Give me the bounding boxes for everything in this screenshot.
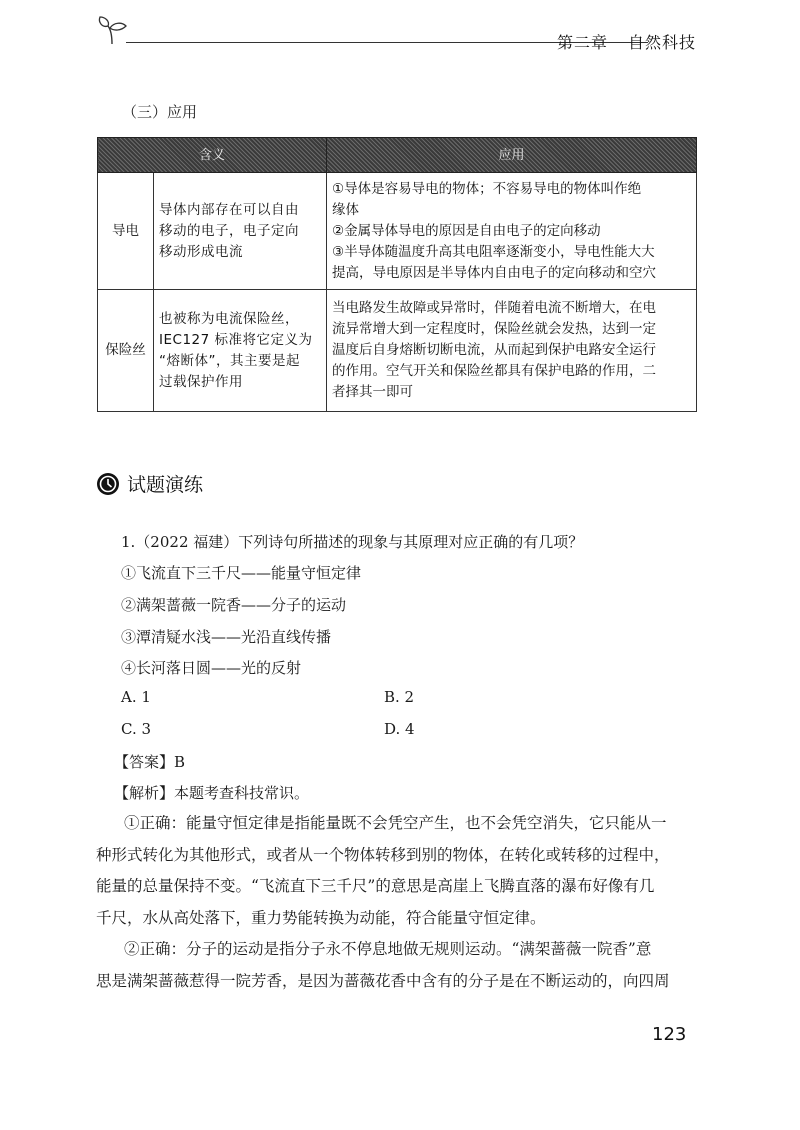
application-table xyxy=(97,137,697,412)
practice-title: 试题演练 xyxy=(127,474,204,496)
answer: 【答案】B xyxy=(114,753,186,771)
table-header-row xyxy=(98,138,697,173)
list-item: ②满架蔷薇一院香——分子的运动 xyxy=(121,596,347,614)
section-title: （三）应用 xyxy=(122,103,198,121)
header-application: 应用 xyxy=(327,138,697,173)
row-name: 导电 xyxy=(98,173,154,290)
analysis-paragraph-2: ②正确：分子的运动是指分子永不停息地做无规则运动。“满架蔷薇一院香”意 思是满架蔷薇惹得一院芳香，是因为蔷薇花香中含有的分子是在不断运动的，向四周 xyxy=(96,940,670,990)
option-b: B. 2 xyxy=(384,688,415,706)
clock-icon xyxy=(96,472,120,496)
chapter-number: 第二章 xyxy=(556,33,608,52)
list-item: ④长河落日圆——光的反射 xyxy=(121,659,302,677)
list-item: ①飞流直下三千尺——能量守恒定律 xyxy=(121,564,362,582)
page-number: 123 xyxy=(652,1024,687,1045)
row-name: 保险丝 xyxy=(98,290,154,412)
option-c: C. 3 xyxy=(121,720,152,738)
list-item: ③潭清疑水浅——光沿直线传播 xyxy=(121,628,332,646)
table-row xyxy=(98,173,697,290)
table-row xyxy=(98,290,697,412)
option-a: A. 1 xyxy=(121,688,151,706)
row-application: ①导体是容易导电的物体；不容易导电的物体叫作绝 缘体 ②金属导体导电的原因是自由电子的定向移动 ③半导体随温度升高其电阻率逐渐变小，导电性能大大 提高，导电原因是半导体内自由电子的定向移动和空穴 xyxy=(327,173,697,290)
option-d: D. 4 xyxy=(384,720,415,738)
chapter-title: 自然科技 xyxy=(627,33,696,52)
chapter-heading xyxy=(557,30,696,53)
row-meaning: 也被称为电流保险丝， IEC127 标准将它定义为 “熔断体”，其主要是起 过载保护作用 xyxy=(154,290,327,412)
question-text: 1.（2022 福建）下列诗句所描述的现象与其原理对应正确的有几项？ xyxy=(121,533,584,551)
header-meaning: 含义 xyxy=(98,138,327,173)
analysis-paragraph-1: ①正确：能量守恒定律是指能量既不会凭空产生，也不会凭空消失，它只能从一 种形式转化为其他形式，或者从一个物体转移到别的物体，在转化或转移的过程中， 能量的总量保持不变。“飞流直下三千尺”的意思是高崖上飞腾直落的瀑布好像有几 千尺，水从高处落下，重力势能转换为动能，符合能量守恒定律。 xyxy=(96,814,670,927)
page-header xyxy=(96,14,696,54)
sprout-icon xyxy=(96,14,130,48)
analysis-label: 【解析】本题考查科技常识。 xyxy=(114,784,310,802)
row-meaning: 导体内部存在可以自由 移动的电子，电子定向 移动形成电流 xyxy=(154,173,327,290)
row-application: 当电路发生故障或异常时，伴随着电流不断增大，在电 流异常增大到一定程度时，保险丝就会发热，达到一定 温度后自身熔断切断电流，从而起到保护电路安全运行 的作用。空气开关和保险丝都具有保护电路的作用，二 者择其一即可 xyxy=(327,290,697,412)
